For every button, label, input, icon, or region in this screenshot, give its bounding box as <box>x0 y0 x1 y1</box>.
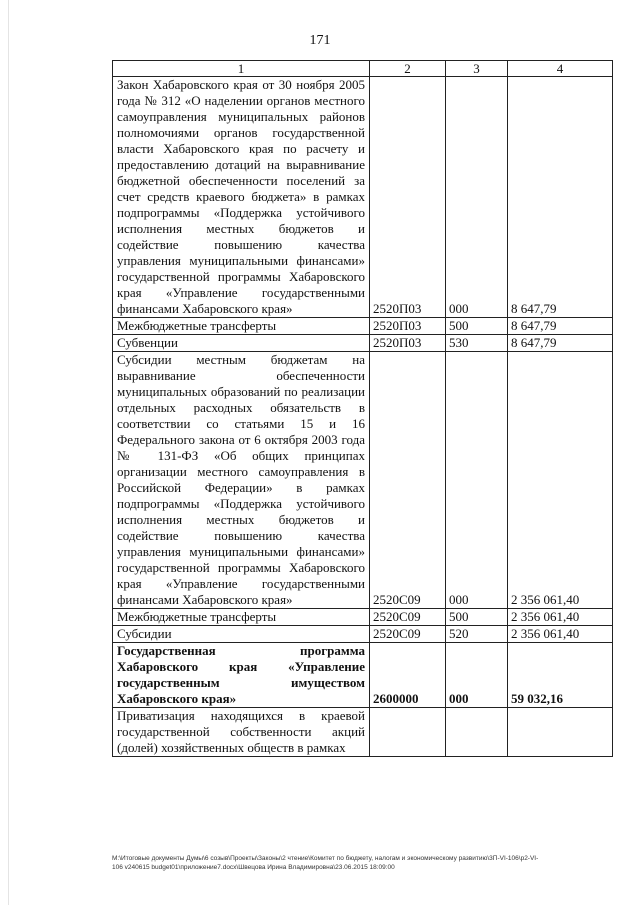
scan-edge <box>8 0 9 905</box>
row-target-code: 2520П03 <box>370 335 446 352</box>
row-description: Межбюджетные трансферты <box>113 609 370 626</box>
row-amount: 8 647,79 <box>508 77 613 318</box>
row-amount <box>508 708 613 757</box>
row-description: Государственная программа Хабаровского края «Управление государственным имуществом Хабаровского края» <box>113 643 370 708</box>
table-row <box>113 643 613 708</box>
table-row <box>113 626 613 643</box>
footer-line-1: M:\Итоговые документы Думы\6 созыв\Проекты\Законы\2 чтение\Комитет по бюджету, налогам и экономическому развитию\3П-VI-106\р2-VI- <box>112 855 539 862</box>
row-amount: 2 356 061,40 <box>508 609 613 626</box>
row-description: Субсидии местным бюджетам на выравнивание обеспеченности муниципальных образований по реализации отдельных расходных обязательств в соответствии со статьями 15 и 16 Федерального закона от 6 октября 2003 года № 131-ФЗ «Об общих принципах организации местного самоуправления в Российской Федерации» в рамках подпрограммы «Поддержка устойчивого исполнения местных бюджетов и содействие повышению качества управления муниципальными финансами» государственной программы Хабаровского края «Управление государственными финансами Хабаровского края» <box>113 352 370 609</box>
row-description: Приватизация находящихся в краевой государственной собственности акций (долей) хозяйственных обществ в рамках <box>113 708 370 757</box>
row-expense-type <box>446 708 508 757</box>
table-row <box>113 77 613 318</box>
header-cell-4: 4 <box>508 61 613 77</box>
row-description: Межбюджетные трансферты <box>113 318 370 335</box>
table-row <box>113 609 613 626</box>
row-target-code: 2520С09 <box>370 609 446 626</box>
row-description: Субсидии <box>113 626 370 643</box>
header-cell-3: 3 <box>446 61 508 77</box>
budget-table <box>112 60 613 757</box>
row-expense-type: 000 <box>446 352 508 609</box>
row-expense-type: 530 <box>446 335 508 352</box>
row-amount: 59 032,16 <box>508 643 613 708</box>
row-expense-type: 500 <box>446 318 508 335</box>
table-row <box>113 352 613 609</box>
file-path-footer <box>112 854 612 872</box>
header-cell-2: 2 <box>370 61 446 77</box>
row-target-code: 2520С09 <box>370 626 446 643</box>
row-expense-type: 520 <box>446 626 508 643</box>
row-target-code: 2520П03 <box>370 318 446 335</box>
row-amount: 8 647,79 <box>508 318 613 335</box>
footer-line-2: 106 v240615 budget01\приложение7.docx\Швецова Ирина Владимировна\23.06.2015 18:09:00 <box>112 864 395 871</box>
row-amount: 8 647,79 <box>508 335 613 352</box>
header-cell-1: 1 <box>113 61 370 77</box>
row-description: Субвенции <box>113 335 370 352</box>
row-expense-type: 000 <box>446 643 508 708</box>
row-target-code <box>370 708 446 757</box>
row-description: Закон Хабаровского края от 30 ноября 2005 года № 312 «О наделении органов местного самоуправления муниципальных районов полномочиями органов государственной власти Хабаровского края по расчету и предоставлению дотаций на выравнивание бюджетной обеспеченности поселений за счет средств краевого бюджета» в рамках подпрограммы «Поддержка устойчивого исполнения местных бюджетов и содействие повышению качества управления муниципальными финансами» государственной программы Хабаровского края «Управление государственными финансами Хабаровского края» <box>113 77 370 318</box>
budget-table-body <box>113 61 613 757</box>
table-row <box>113 318 613 335</box>
table-row <box>113 708 613 757</box>
row-amount: 2 356 061,40 <box>508 626 613 643</box>
row-amount: 2 356 061,40 <box>508 352 613 609</box>
table-header-row <box>113 61 613 77</box>
row-target-code: 2600000 <box>370 643 446 708</box>
table-row <box>113 335 613 352</box>
row-expense-type: 500 <box>446 609 508 626</box>
row-target-code: 2520С09 <box>370 352 446 609</box>
row-expense-type: 000 <box>446 77 508 318</box>
row-target-code: 2520П03 <box>370 77 446 318</box>
page-number: 171 <box>309 33 331 48</box>
